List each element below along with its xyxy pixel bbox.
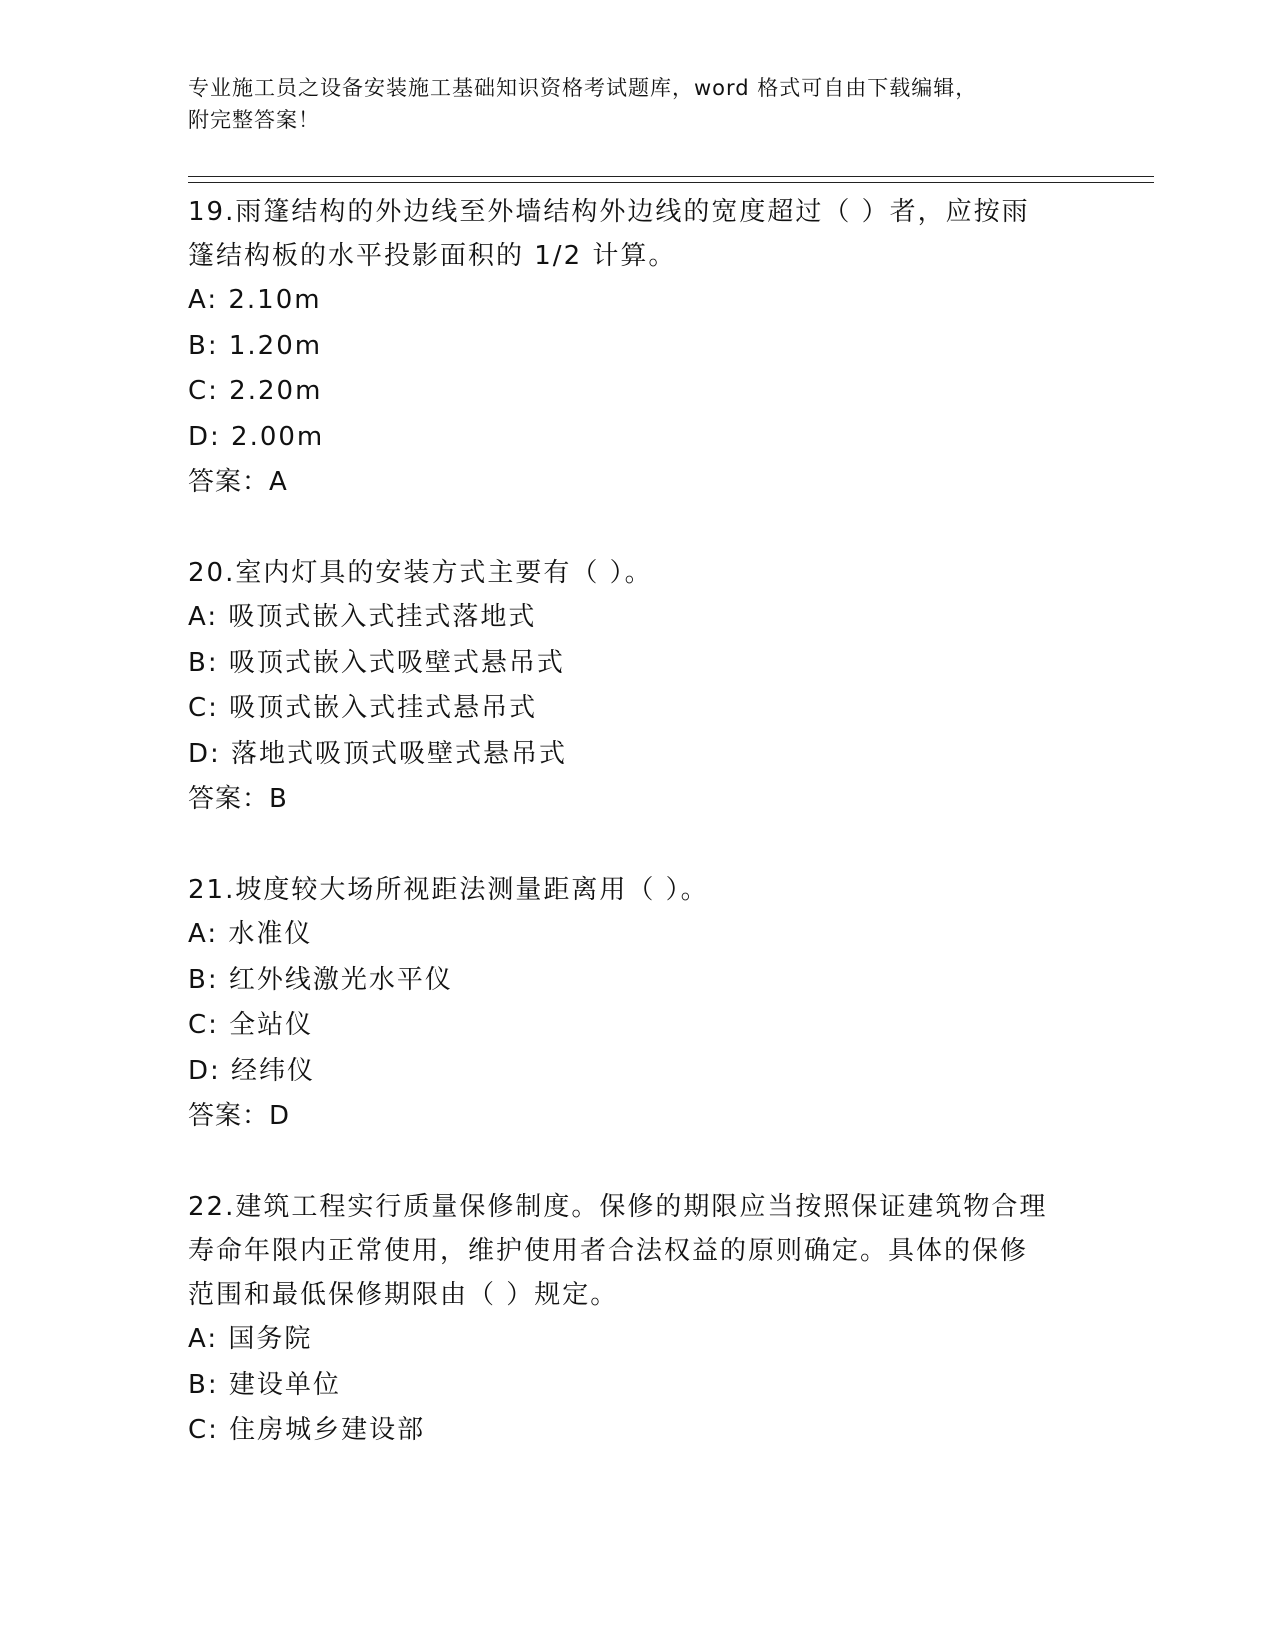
- option-c: C: 全站仪: [188, 1010, 314, 1040]
- question-list: [188, 190, 1088, 1501]
- header-divider-top: [188, 176, 1154, 177]
- question-20: [188, 551, 1088, 821]
- question-stem-line: 19.雨篷结构的外边线至外墙结构外边线的宽度超过（ ）者，应按雨: [188, 197, 1030, 227]
- question-22: [188, 1185, 1088, 1454]
- option-a: A: 2.10m: [188, 285, 322, 315]
- question-21: [188, 868, 1088, 1138]
- option-b: B: 吸顶式嵌入式吸壁式悬吊式: [188, 647, 565, 678]
- option-a: A: 水准仪: [188, 919, 313, 949]
- question-stem-line: 21.坡度较大场所视距法测量距离用（ ）。: [188, 875, 709, 905]
- header-line-2: 附完整答案！: [188, 108, 320, 132]
- question-stem-line: 寿命年限内正常使用，维护使用者合法权益的原则确定。具体的保修: [188, 1236, 1029, 1266]
- header-divider-bottom: [188, 182, 1154, 183]
- option-b: B: 建设单位: [188, 1369, 341, 1400]
- answer-line: 答案：D: [188, 1101, 291, 1131]
- question-stem-line: 范围和最低保修期限由（ ）规定。: [188, 1280, 619, 1310]
- question-stem-line: 22.建筑工程实行质量保修制度。保修的期限应当按照保证建筑物合理: [188, 1192, 1048, 1222]
- option-a: A: 吸顶式嵌入式挂式落地式: [188, 602, 537, 632]
- option-d: D: 落地式吸顶式吸壁式悬吊式: [188, 738, 568, 769]
- option-b: B: 1.20m: [188, 330, 323, 361]
- option-a: A: 国务院: [188, 1324, 313, 1354]
- question-stem-line: 篷结构板的水平投影面积的 1/2 计算。: [188, 241, 677, 271]
- option-c: C: 吸顶式嵌入式挂式悬吊式: [188, 693, 538, 723]
- option-d: D: 经纬仪: [188, 1055, 316, 1086]
- option-b: B: 红外线激光水平仪: [188, 964, 453, 995]
- header-line-1: 专业施工员之设备安装施工基础知识资格考试题库，word 格式可自由下载编辑，: [188, 76, 978, 100]
- question-19: [188, 190, 1088, 504]
- option-c: C: 2.20m: [188, 376, 323, 406]
- page-header: [188, 72, 1088, 136]
- answer-line: 答案：B: [188, 784, 288, 814]
- option-c: C: 住房城乡建设部: [188, 1415, 426, 1445]
- option-d: D: 2.00m: [188, 421, 325, 452]
- question-stem-line: 20.室内灯具的安装方式主要有（ ）。: [188, 558, 653, 588]
- answer-line: 答案：A: [188, 467, 288, 497]
